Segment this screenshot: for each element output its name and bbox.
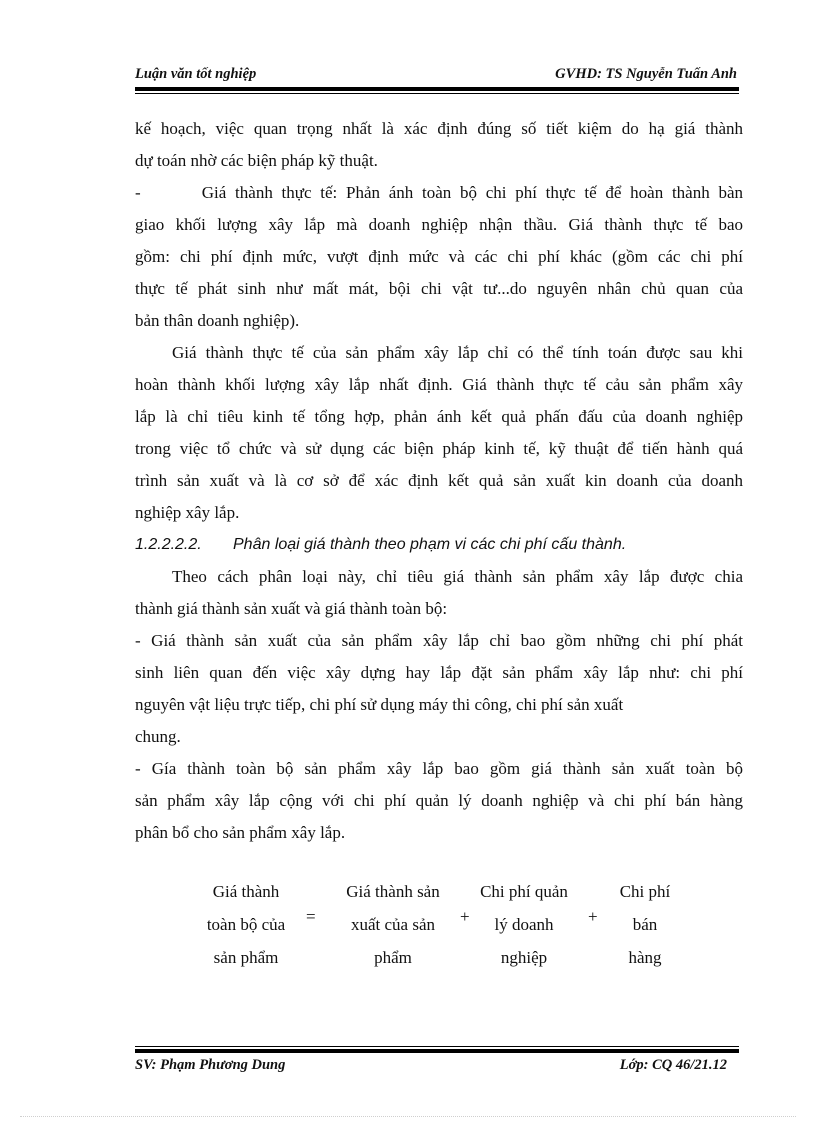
text-line: lắp là chỉ tiêu kinh tế tổng hợp, phản ánh kết quả phấn đấu của doanh nghiệp [135,407,743,426]
text-line: Giá thành thực tế của sản phẩm xây lắp chỉ có thể tính toán được sau khi [172,343,743,362]
formula-text: hàng [628,948,662,967]
formula-text: bán [632,915,658,934]
section-heading [135,529,743,561]
text-line: sinh liên quan đến việc xây dựng hay lắp đặt sản phẩm xây lắp như: chi phí [135,663,743,682]
formula-term-management-cost [470,875,578,974]
footer-rule [135,1049,739,1053]
formula-text: xuất của sản [350,915,436,934]
text-line: sản phẩm xây lắp cộng với chi phí quản lý doanh nghiệp và chi phí bán hàng [135,791,743,810]
text-line: hoàn thành khối lượng xây lắp nhất định. Giá thành thực tế cảu sản phẩm xây [135,375,743,394]
text-line: giao khối lượng xây lắp mà doanh nghiệp nhận thầu. Giá thành thực tế bao [135,215,743,234]
text-line: Theo cách phân loại này, chỉ tiêu giá thành sản phẩm xây lắp được chia [172,567,743,586]
document-body [135,113,743,849]
formula-plus: + [460,907,470,926]
text-line: chung. [135,727,181,746]
section-number: 1.2.2.2.2. [135,536,202,553]
text-line: dự toán nhờ các biện pháp kỹ thuật. [135,151,378,170]
formula-equals: = [306,907,316,926]
header-supervisor: GVHD: TS Nguyễn Tuấn Anh [555,66,737,82]
text-line: - Giá thành thực tế: Phản ánh toàn bộ chi phí thực tế để hoàn thành bàn [135,183,743,202]
footer-student: SV: Phạm Phương Dung [135,1057,286,1073]
footer-rule-thin [135,1046,739,1047]
formula-term-production-cost [332,875,454,974]
page-header [135,66,737,86]
formula-text: lý doanh [494,915,554,934]
text-line: trình sản xuất và là cơ sở để xác định kết quả sản xuất kin doanh của doanh [135,471,743,490]
formula-text: phẩm [374,948,412,967]
text-line: nghiệp xây lắp. [135,503,240,522]
formula-term-total-cost [190,875,302,974]
text-line: - Gía thành toàn bộ sản phẩm xây lắp bao gồm giá thành sản xuất toàn bộ [135,759,743,778]
formula-text: Giá thành [212,882,280,901]
section-title: Phân loại giá thành theo phạm vi các chi phí cấu thành. [233,536,627,553]
formula-text: toàn bộ của [206,915,286,934]
text-line: phân bổ cho sản phẩm xây lắp. [135,823,346,842]
formula-text: Chi phí [619,882,671,901]
header-rule [135,87,739,91]
page-bottom-dotted-rule [20,1116,796,1117]
page-footer [135,1057,727,1077]
formula-plus: + [588,907,598,926]
text-line: trong việc tổ chức và sử dụng các biện pháp kinh tế, kỹ thuật để tiến hành quá [135,439,743,458]
text-line: kế hoạch, việc quan trọng nhất là xác định đúng số tiết kiệm do hạ giá thành [135,119,743,138]
footer-class: Lớp: CQ 46/21.12 [619,1057,727,1073]
header-thesis-title: Luận văn tốt nghiệp [135,66,257,82]
formula-text: nghiệp [500,948,548,967]
text-line: thực tế phát sinh như mất mát, bội chi vật tư...do nguyên nhân chủ quan của [135,279,743,298]
text-line: bản thân doanh nghiệp). [135,311,300,330]
formula-term-selling-cost [606,875,684,974]
text-line: nguyên vật liệu trực tiếp, chi phí sử dụng máy thi công, chi phí sản xuất [135,695,624,714]
formula-text: sản phẩm [213,948,279,967]
text-line: - Giá thành sản xuất của sản phẩm xây lắp chỉ bao gồm những chi phí phát [135,631,743,650]
formula-text: Chi phí quản [480,882,568,901]
text-line: gồm: chi phí định mức, vượt định mức và các chi phí khác (gồm các chi phí [135,247,743,266]
header-rule-thin [135,93,739,94]
formula-text: Giá thành sản [346,882,440,901]
text-line: thành giá thành sản xuất và giá thành toàn bộ: [135,599,448,618]
